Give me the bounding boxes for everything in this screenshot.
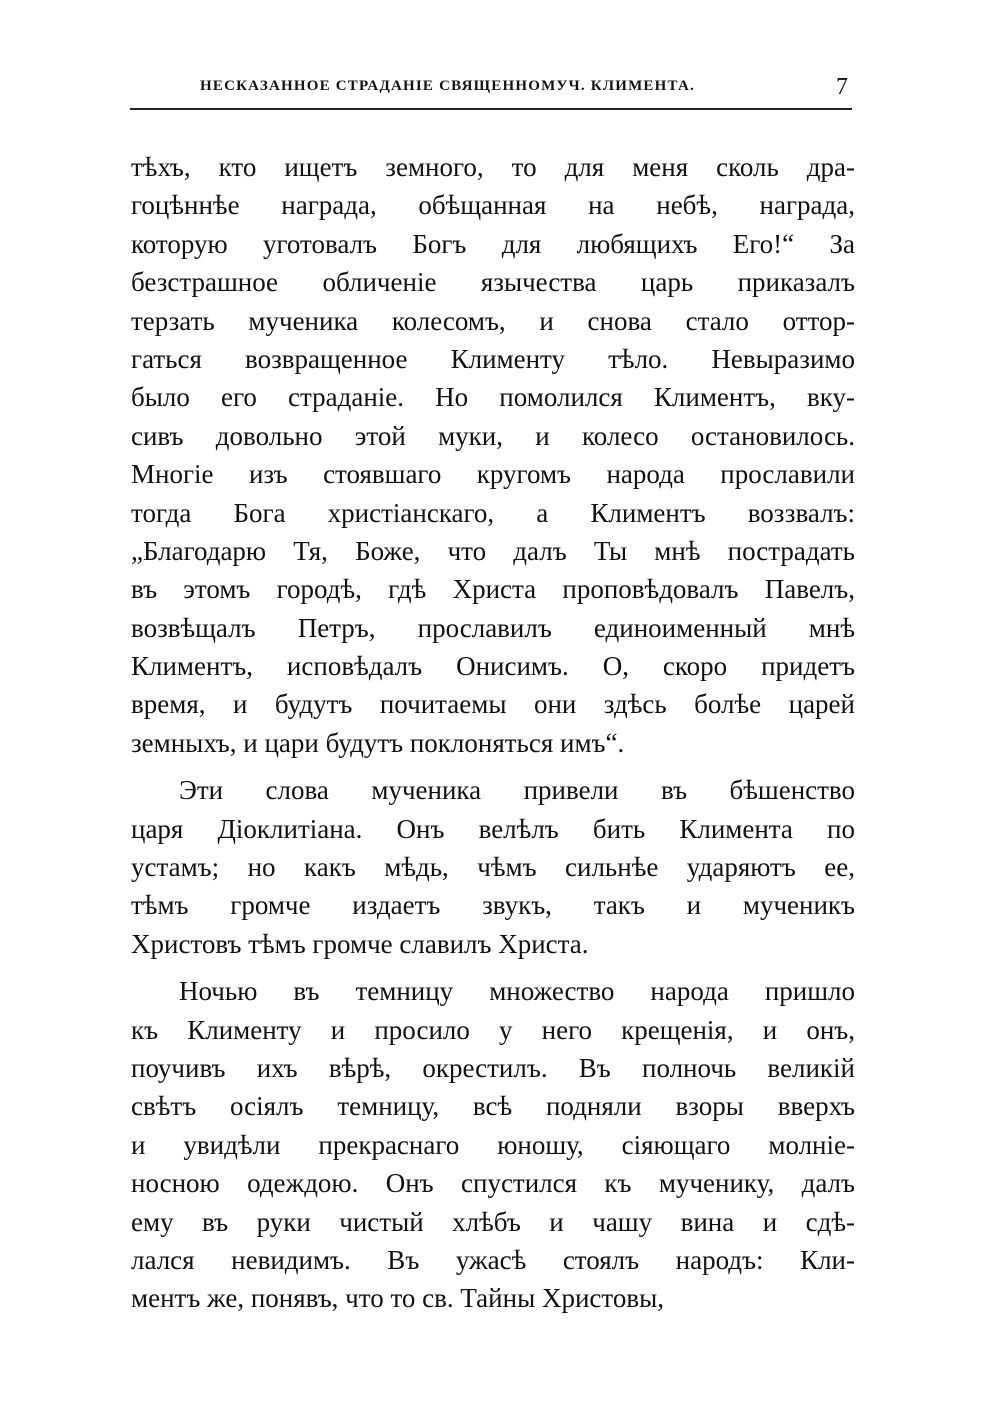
- paragraph: [131, 771, 855, 963]
- text-line: было его страданіе. Но помолился Климентъ, вку-: [131, 382, 855, 413]
- text-line: безстрашное обличеніе язычества царь приказалъ: [131, 267, 855, 298]
- body-text: [131, 148, 855, 1318]
- text-line: земныхъ, и цари будутъ поклоняться имъ“.: [131, 727, 625, 758]
- text-line: устамъ; но какъ мѣдь, чѣмъ сильнѣе ударяютъ ее,: [131, 852, 855, 883]
- paragraph: [131, 972, 855, 1318]
- text-line: тѣмъ громче издаетъ звукъ, такъ и мученикъ: [131, 890, 855, 921]
- text-line: тогда Бога христіанскаго, а Климентъ воззвалъ:: [131, 497, 855, 528]
- text-line: Христовъ тѣмъ громче славилъ Христа.: [131, 928, 589, 959]
- text-line: Эти слова мученика привели въ бѣшенство: [179, 775, 855, 806]
- text-line: гаться возвращенное Клименту тѣло. Невыразимо: [131, 343, 855, 374]
- text-line: свѣтъ осіялъ темницу, всѣ подняли взоры вверхъ: [131, 1091, 855, 1122]
- text-line: ему въ руки чистый хлѣбъ и чашу вина и сдѣ-: [131, 1206, 855, 1237]
- text-line: ментъ же, понявъ, что то св. Тайны Христовы,: [131, 1283, 664, 1314]
- text-line: которую уготовалъ Богъ для любящихъ Его!“ За: [131, 228, 855, 259]
- text-line: Климентъ, исповѣдалъ Онисимъ. О, скоро придетъ: [131, 651, 855, 682]
- text-line: сивъ довольно этой муки, и колесо остановилось.: [131, 420, 855, 451]
- text-line: терзать мученика колесомъ, и снова стало оттор-: [131, 305, 855, 336]
- text-line: и увидѣли прекраснаго юношу, сіяющаго молніе-: [131, 1129, 855, 1160]
- paragraph-gap: [131, 762, 855, 771]
- text-line: царя Діоклитіана. Онъ велѣлъ бить Климента по: [131, 813, 855, 844]
- running-title: НЕСКАЗАННОЕ СТРАДАНІЕ СВЯЩЕННОМУЧ. КЛИМЕНТА.: [200, 78, 695, 94]
- text-line: носною одеждою. Онъ спустился къ мученику, далъ: [131, 1168, 855, 1199]
- page-number: 7: [836, 74, 848, 100]
- text-line: поучивъ ихъ вѣрѣ, окрестилъ. Въ полночь великій: [131, 1052, 855, 1083]
- text-line: гоцѣннѣе награда, обѣщанная на небѣ, награда,: [131, 190, 855, 221]
- text-line: Ночью въ темницу множество народа пришло: [179, 976, 855, 1007]
- text-line: время, и будутъ почитаемы они здѣсь болѣе царей: [131, 689, 855, 720]
- text-line: къ Клименту и просило у него крещенія, и онъ,: [131, 1014, 855, 1045]
- header-rule: [130, 108, 852, 110]
- text-line: возвѣщалъ Петръ, прославилъ единоименный мнѣ: [131, 612, 855, 643]
- paragraph-gap: [131, 963, 855, 972]
- text-line: въ этомъ городѣ, гдѣ Христа проповѣдовалъ Павелъ,: [131, 574, 855, 605]
- text-line: Многіе изъ стоявшаго кругомъ народа прославили: [131, 459, 855, 490]
- text-line: „Благодарю Тя, Боже, что далъ Ты мнѣ пострадать: [131, 535, 855, 566]
- text-line: лался невидимъ. Въ ужасѣ стоялъ народъ: Кли-: [131, 1244, 855, 1275]
- paragraph: [131, 148, 855, 762]
- text-line: тѣхъ, кто ищетъ земного, то для меня сколь дра-: [131, 152, 855, 182]
- running-header: [130, 74, 852, 104]
